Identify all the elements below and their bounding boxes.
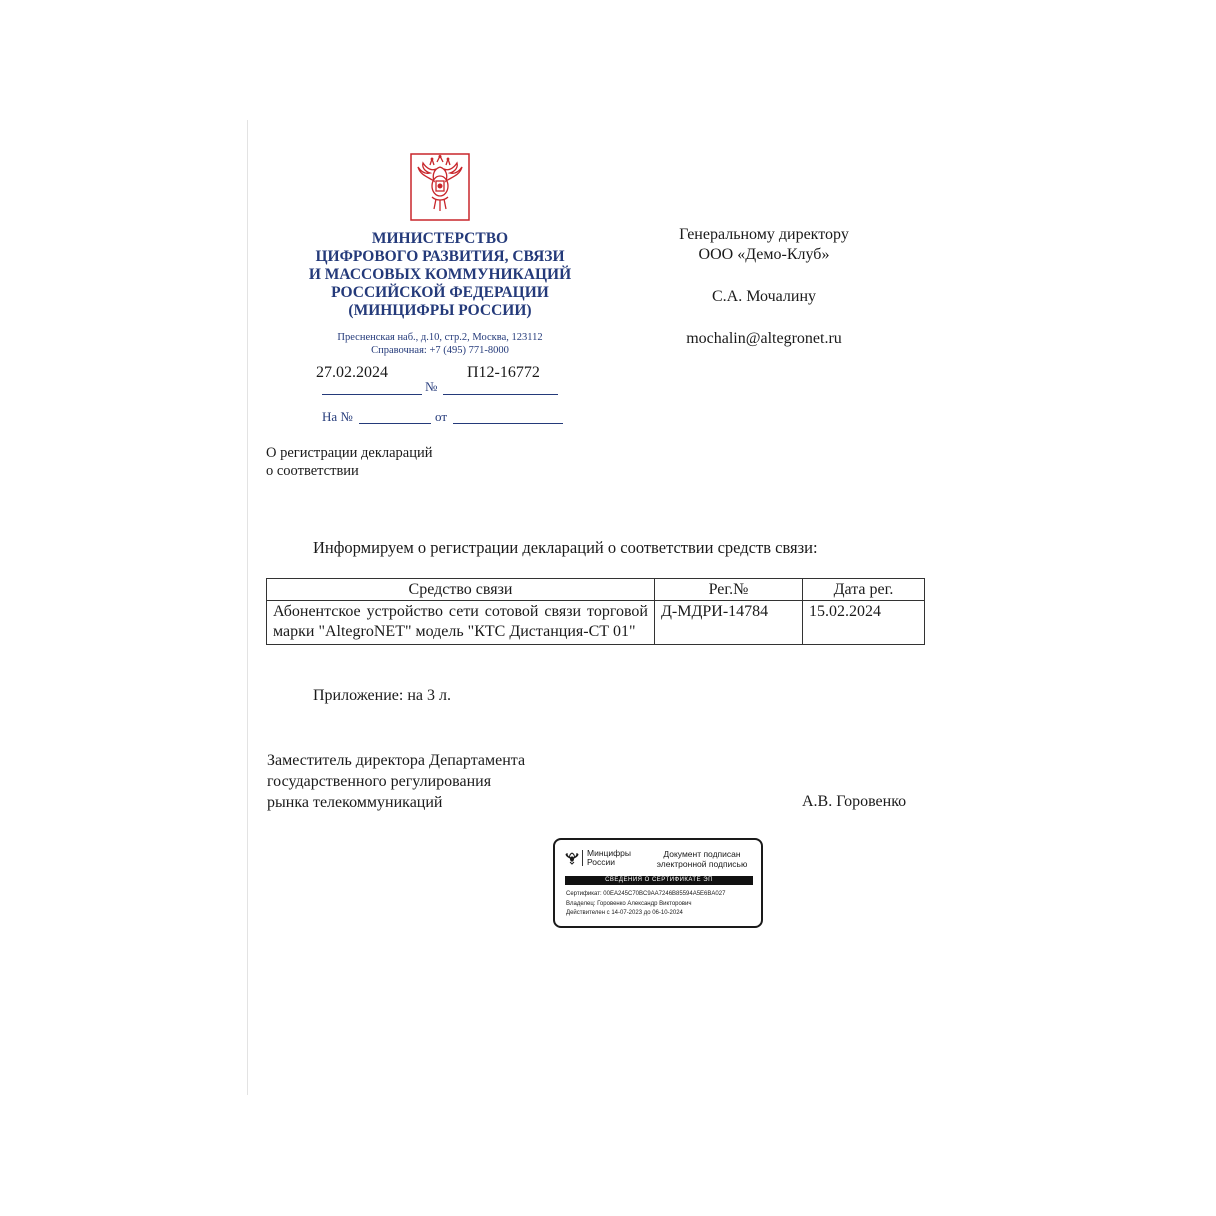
page-edge [247,120,248,1095]
letter-subject [266,444,433,480]
stamp-certificate-details [566,890,725,919]
recipient-position: Генеральному директору [679,226,849,243]
ministry-line: МИНИСТЕРСТВО [371,230,509,247]
signer-name: А.В. Горовенко [802,793,907,810]
stamp-certificate-number: Сертификат: 00EA245C70BC9AA7246B85594A5E6BA027 [566,891,726,897]
table-row [267,601,925,645]
ministry-line: И МАССОВЫХ КОММУНИКАЦИЙ [308,266,572,283]
signer-title-line: рынка телекоммуникаций [267,794,443,811]
cell-device: Абонентское устройство сети сотовой связи торговой марки "AltegroNET" модель "КТС Дистанция-СТ 01" [267,601,655,645]
subject-line: о соответствии [266,463,359,479]
intro-paragraph: Информируем о регистрации деклараций о соответствии средств связи: [313,538,818,557]
reference-number-underline [359,423,431,424]
table-header-row [267,579,925,601]
attachment-note: Приложение: на 3 л. [313,687,451,704]
stamp-divider [582,850,583,866]
date-underline [322,394,422,395]
number-sign: № [425,379,438,394]
signer-title [267,750,525,813]
stamp-signed-line: Документ подписан [663,849,741,859]
recipient-email: mochalin@altegronet.ru [686,330,842,347]
column-header-reg-number: Рег.№ [655,579,803,601]
stamp-owner: Владелец: Горовенко Александр Викторович [566,900,692,907]
recipient-name: С.А. Мочалину [711,288,817,305]
ministry-address: Пресненская наб., д.10, стр.2, Москва, 123112 [337,332,543,343]
ministry-name [290,230,590,320]
stamp-signed-line: электронной подписью [656,859,748,869]
signer-title-line: Заместитель директора Департамента [267,752,526,769]
eagle-icon [565,851,579,865]
recipient-company: ООО «Демо-Клуб» [698,246,830,263]
recipient-block [640,225,888,349]
cell-reg-date: 15.02.2024 [803,601,925,645]
stamp-validity: Действителен с 14-07-2023 до 06-10-2024 [566,910,683,916]
number-underline [443,394,558,395]
stamp-ministry [587,849,631,867]
document-date: 27.02.2024 [316,364,388,381]
stamp-signed-caption [647,849,757,869]
reference-date-underline [453,423,563,424]
column-header-device: Средство связи [267,579,655,601]
coat-of-arms-icon [410,153,470,221]
subject-line: О регистрации деклараций [266,445,433,461]
ministry-line: ЦИФРОВОГО РАЗВИТИЯ, СВЯЗИ [315,248,565,265]
reference-date-label: от [435,409,448,424]
cell-reg-number: Д-МДРИ-14784 [655,601,803,645]
ministry-phone: Справочная: +7 (495) 771-8000 [371,345,509,356]
ministry-line: (МИНЦИФРЫ РОССИИ) [348,302,532,319]
declarations-table [266,578,925,645]
column-header-reg-date: Дата рег. [803,579,925,601]
stamp-ministry-line: Минцифры [587,848,631,858]
e-signature-stamp [553,838,763,928]
ministry-address-block [290,331,590,357]
stamp-ministry-line: России [587,857,616,867]
document-number: П12-16772 [467,364,540,381]
ministry-line: РОССИЙСКОЙ ФЕДЕРАЦИИ [331,284,549,301]
signer-title-line: государственного регулирования [267,773,492,790]
stamp-certificate-band: СВЕДЕНИЯ О СЕРТИФИКАТЕ ЭП [565,876,753,885]
reference-number-label: На № [322,409,353,424]
